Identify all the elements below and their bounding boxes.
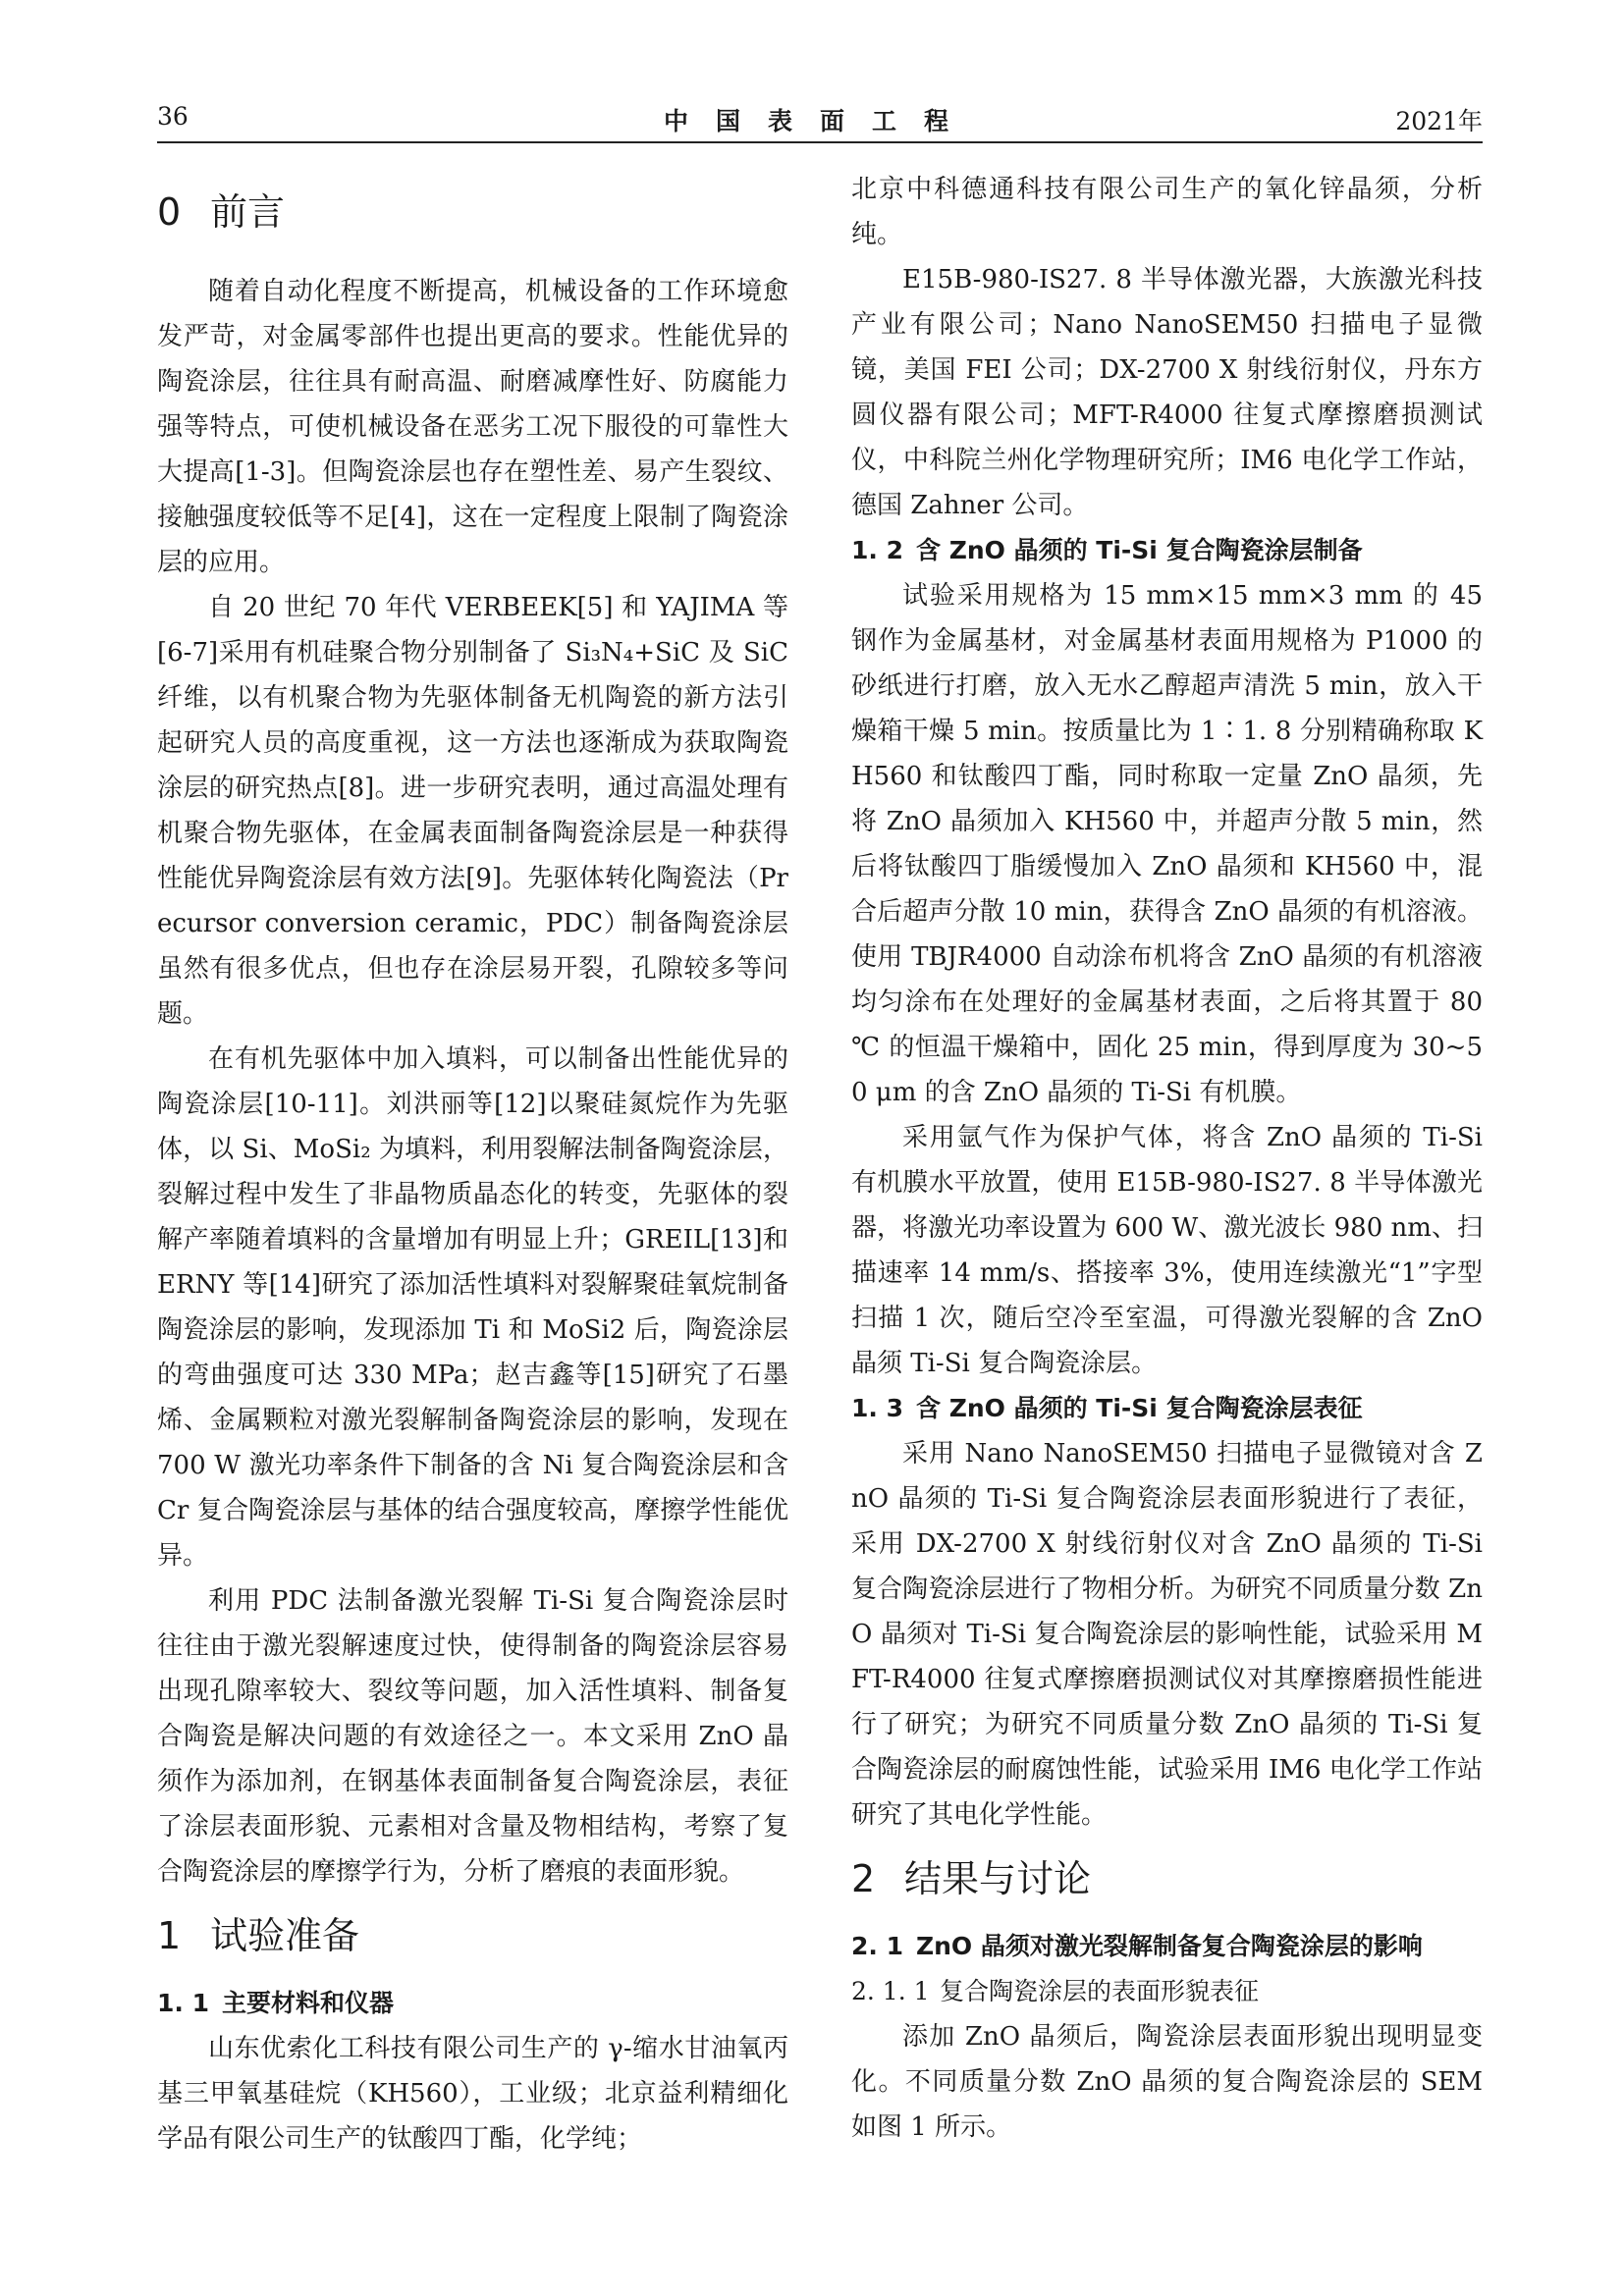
section-heading-results [851,1851,1483,1906]
section-number: 0 [157,190,182,234]
section-title: 前言 [210,190,286,234]
paragraph: E15B-980-IS27. 8 半导体激光器，大族激光科技产业有限公司；Nano NanoSEM50 扫描电子显微镜，美国 FEI 公司；DX-2700 X 射线衍射仪，丹东方圆仪器有限公司；MFT-R4000 往复式摩擦磨损测试仪，中科院兰州化学物理研究所；IM6 电化学工作站，德国 Zahner 公司。 [851,265,1483,520]
paragraph: 自 20 世纪 70 年代 VERBEEK[5] 和 YAJIMA 等[6-7]采用有机硅聚合物分别制备了 Si₃N₄+SiC 及 SiC 纤维，以有机聚合物为先驱体制备无机陶瓷的新方法引起研究人员的高度重视，这一方法也逐渐成为获取陶瓷涂层的研究热点[8]。进一步研究表明，通过高温处理有机聚合物先驱体，在金属表面制备陶瓷涂层是一种获得性能优异陶瓷涂层有效方法[9]。先驱体转化陶瓷法（Precursor conversion ceramic，PDC）制备陶瓷涂层虽然有很多优点，但也存在涂层易开裂，孔隙较多等问题。 [157,593,788,1029]
section-heading-experiment [157,1908,788,1963]
subsection-title: 含 ZnO 晶须的 Ti-Si 复合陶瓷涂层表征 [916,1394,1363,1422]
paragraph: 采用 Nano NanoSEM50 扫描电子显微镜对含 ZnO 晶须的 Ti-Si 复合陶瓷涂层表面形貌进行了表征，采用 DX-2700 X 射线衍射仪对含 ZnO 晶须的 Ti-Si 复合陶瓷涂层进行了物相分析。为研究不同质量分数 ZnO 晶须对 Ti-Si 复合陶瓷涂层的影响性能，试验采用 MFT-R4000 往复式摩擦磨损测试仪对其摩擦磨损性能进行了研究；为研究不同质量分数 ZnO 晶须的 Ti-Si 复合陶瓷涂层的耐腐蚀性能，试验采用 IM6 电化学工作站研究了其电化学性能。 [851,1439,1483,1830]
subsection-number: 2. 1 [851,1932,903,1960]
publication-year: 2021年 [1395,107,1483,135]
right-column [851,167,1483,2150]
subsection-title: 主要材料和仪器 [222,1989,395,2017]
paragraph: 随着自动化程度不断提高，机械设备的工作环境愈发严苛，对金属零部件也提出更高的要求。性能优异的陶瓷涂层，往往具有耐高温、耐磨减摩性好、防腐能力强等特点，可使机械设备在恶劣工况下服役的可靠性大大提高[1-3]。但陶瓷涂层也存在塑性差、易产生裂纹、接触强度较低等不足[4]，这在一定程度上限制了陶瓷涂层的应用。 [157,277,788,577]
section-number: 2 [851,1857,876,1900]
paragraph: 添加 ZnO 晶须后，陶瓷涂层表面形貌出现明显变化。不同质量分数 ZnO 晶须的复合陶瓷涂层的 SEM 如图 1 所示。 [851,2022,1483,2142]
subsubsection-number: 2. 1. 1 [851,1977,930,2005]
subsection-number: 1. 1 [157,1989,209,2017]
paragraph: 利用 PDC 法制备激光裂解 Ti-Si 复合陶瓷涂层时往往由于激光裂解速度过快，使得制备的陶瓷涂层容易出现孔隙率较大、裂纹等问题，加入活性填料、制备复合陶瓷是解决问题的有效途径之一。本文采用 ZnO 晶须作为添加剂，在钢基体表面制备复合陶瓷涂层，表征了涂层表面形貌、元素相对含量及物相结构，考察了复合陶瓷涂层的摩擦学行为，分析了磨痕的表面形貌。 [157,1586,788,1887]
subsection-title: 含 ZnO 晶须的 Ti-Si 复合陶瓷涂层制备 [916,536,1363,564]
subsection-heading-materials [157,1981,788,2026]
section-heading-introduction [157,185,788,240]
left-column [157,167,788,2162]
subsection-heading-characterization [851,1386,1483,1431]
subsection-heading-preparation [851,528,1483,573]
header-rule [157,141,1483,143]
subsection-title: ZnO 晶须对激光裂解制备复合陶瓷涂层的影响 [916,1932,1423,1960]
subsubsection-title: 复合陶瓷涂层的表面形貌表征 [940,1977,1260,2005]
page-number: 36 [157,102,189,131]
paragraph: 试验采用规格为 15 mm×15 mm×3 mm 的 45 钢作为金属基材，对金属基材表面用规格为 P1000 的砂纸进行打磨，放入无水乙醇超声清洗 5 min，放入干燥箱干燥 5 min。按质量比为 1∶1. 8 分别精确称取 KH560 和钛酸四丁酯，同时称取一定量 ZnO 晶须，先将 ZnO 晶须加入 KH560 中，并超声分散 5 min，然后将钛酸四丁脂缓慢加入 ZnO 晶须和 KH560 中，混合后超声分散 10 min，获得含 ZnO 晶须的有机溶液。使用 TBJR4000 自动涂布机将含 ZnO 晶须的有机溶液均匀涂布在处理好的金属基材表面，之后将其置于 80 ℃ 的恒温干燥箱中，固化 25 min，得到厚度为 30~50 μm 的含 ZnO 晶须的 Ti-Si 有机膜。 [851,581,1483,1107]
paragraph: 在有机先驱体中加入填料，可以制备出性能优异的陶瓷涂层[10-11]。刘洪丽等[12]以聚硅氮烷作为先驱体，以 Si、MoSi₂ 为填料，利用裂解法制备陶瓷涂层，裂解过程中发生了非晶物质晶态化的转变，先驱体的裂解产率随着填料的含量增加有明显上升；GREIL[13]和 ERNY 等[14]研究了添加活性填料对裂解聚硅氧烷制备陶瓷涂层的影响，发现添加 Ti 和 MoSi2 后，陶瓷涂层的弯曲强度可达 330 MPa；赵吉鑫等[15]研究了石墨烯、金属颗粒对激光裂解制备陶瓷涂层的影响，发现在 700 W 激光功率条件下制备的含 Ni 复合陶瓷涂层和含 Cr 复合陶瓷涂层与基体的结合强度较高，摩擦学性能优异。 [157,1044,788,1571]
subsection-number: 1. 3 [851,1394,903,1422]
paragraph: 采用氩气作为保护气体，将含 ZnO 晶须的 Ti-Si 有机膜水平放置，使用 E15B-980-IS27. 8 半导体激光器，将激光功率设置为 600 W、激光波长 980 nm、扫描速率 14 mm/s、搭接率 3%，使用连续激光“1”字型扫描 1 次，随后空冷至室温，可得激光裂解的含 ZnO 晶须 Ti-Si 复合陶瓷涂层。 [851,1123,1483,1378]
journal-title: 中国表面工程 [663,107,976,135]
subsubsection-heading-morphology [851,1969,1483,2014]
running-header [157,102,1483,141]
paragraph-continued: 北京中科德通科技有限公司生产的氧化锌晶须，分析纯。 [851,175,1483,249]
section-title: 试验准备 [210,1914,360,1957]
section-title: 结果与讨论 [904,1857,1092,1900]
subsection-number: 1. 2 [851,536,903,564]
section-number: 1 [157,1914,182,1957]
paragraph: 山东优索化工科技有限公司生产的 γ-缩水甘油氧丙基三甲氧基硅烷（KH560），工业级；北京益利精细化学品有限公司生产的钛酸四丁酯，化学纯； [157,2034,788,2154]
subsection-heading-effect [851,1924,1483,1969]
